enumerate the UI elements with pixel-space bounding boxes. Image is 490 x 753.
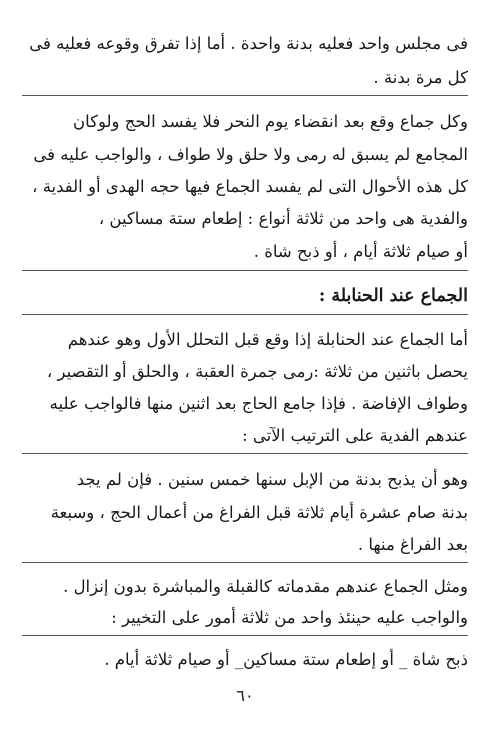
page-number: ٦٠ (236, 686, 254, 705)
text-line: والواجب عليه حينئذ واحد من ثلاثة أمور على التخيير : (111, 608, 468, 627)
text-line: والفدية هى واحد من ثلاثة أنواع : إطعام ستة مساكين ، (98, 209, 468, 228)
text-line: المجامع لم يسبق له رمى ولا حلق ولا طواف ، والواجب عليه فى (33, 145, 468, 164)
text-line: بدنة صام عشرة أيام ثلاثة قبل الفراغ من أعمال الحج ، وسبعة (50, 503, 468, 522)
text-line: يحصل باثنين من ثلاثة :رمى جمرة العقبة ، والحلق أو التقصير ، (46, 362, 468, 381)
text-line: عندهم الفدية على الترتيب الآتى : (242, 426, 468, 445)
paragraph-divider (22, 453, 468, 454)
text-line: كل مرة بدنة . (373, 68, 468, 87)
text-line: ذبح شاة _ أو إطعام ستة مساكين_ أو صيام ثلاثة أيام . (104, 650, 468, 669)
section-heading: الجماع عند الحنابلة : (318, 286, 468, 306)
paragraph-divider (22, 562, 468, 563)
paragraph-divider (22, 270, 468, 271)
text-line: وطواف الإفاضة . فإذا جامع الحاج بعد اثنين منها فالواجب عليه (49, 394, 468, 413)
text-line: وكل جماع وقع بعد انقضاء يوم النحر فلا يفسد الحج ولوكان (72, 112, 468, 131)
text-line: فى مجلس واحد فعليه بدنة واحدة . أما إذا تفرق وقوعه فعليه فى (29, 34, 468, 53)
text-line: ومثل الجماع عندهم مقدماته كالقبلة والمباشرة بدون إنزال . (63, 577, 468, 596)
text-line: كل هذه الأحوال التى لم يفسد الجماع فيها حجه الهدى أو الفدية ، (32, 177, 468, 196)
text-line: أو صيام ثلاثة أيام ، أو ذبح شاة . (253, 242, 468, 261)
paragraph-divider (22, 635, 468, 636)
text-line: أما الجماع عند الحنابلة إذا وقع قبل التحلل الأول وهو عندهم (67, 330, 468, 349)
text-line: وهو أن يذبح بدنة من الإبل سنها خمس سنين . فإن لم يجد (76, 470, 468, 489)
paragraph-divider (22, 95, 468, 96)
paragraph-divider (22, 314, 468, 315)
text-line: بعد الفراغ منها . (357, 535, 468, 554)
